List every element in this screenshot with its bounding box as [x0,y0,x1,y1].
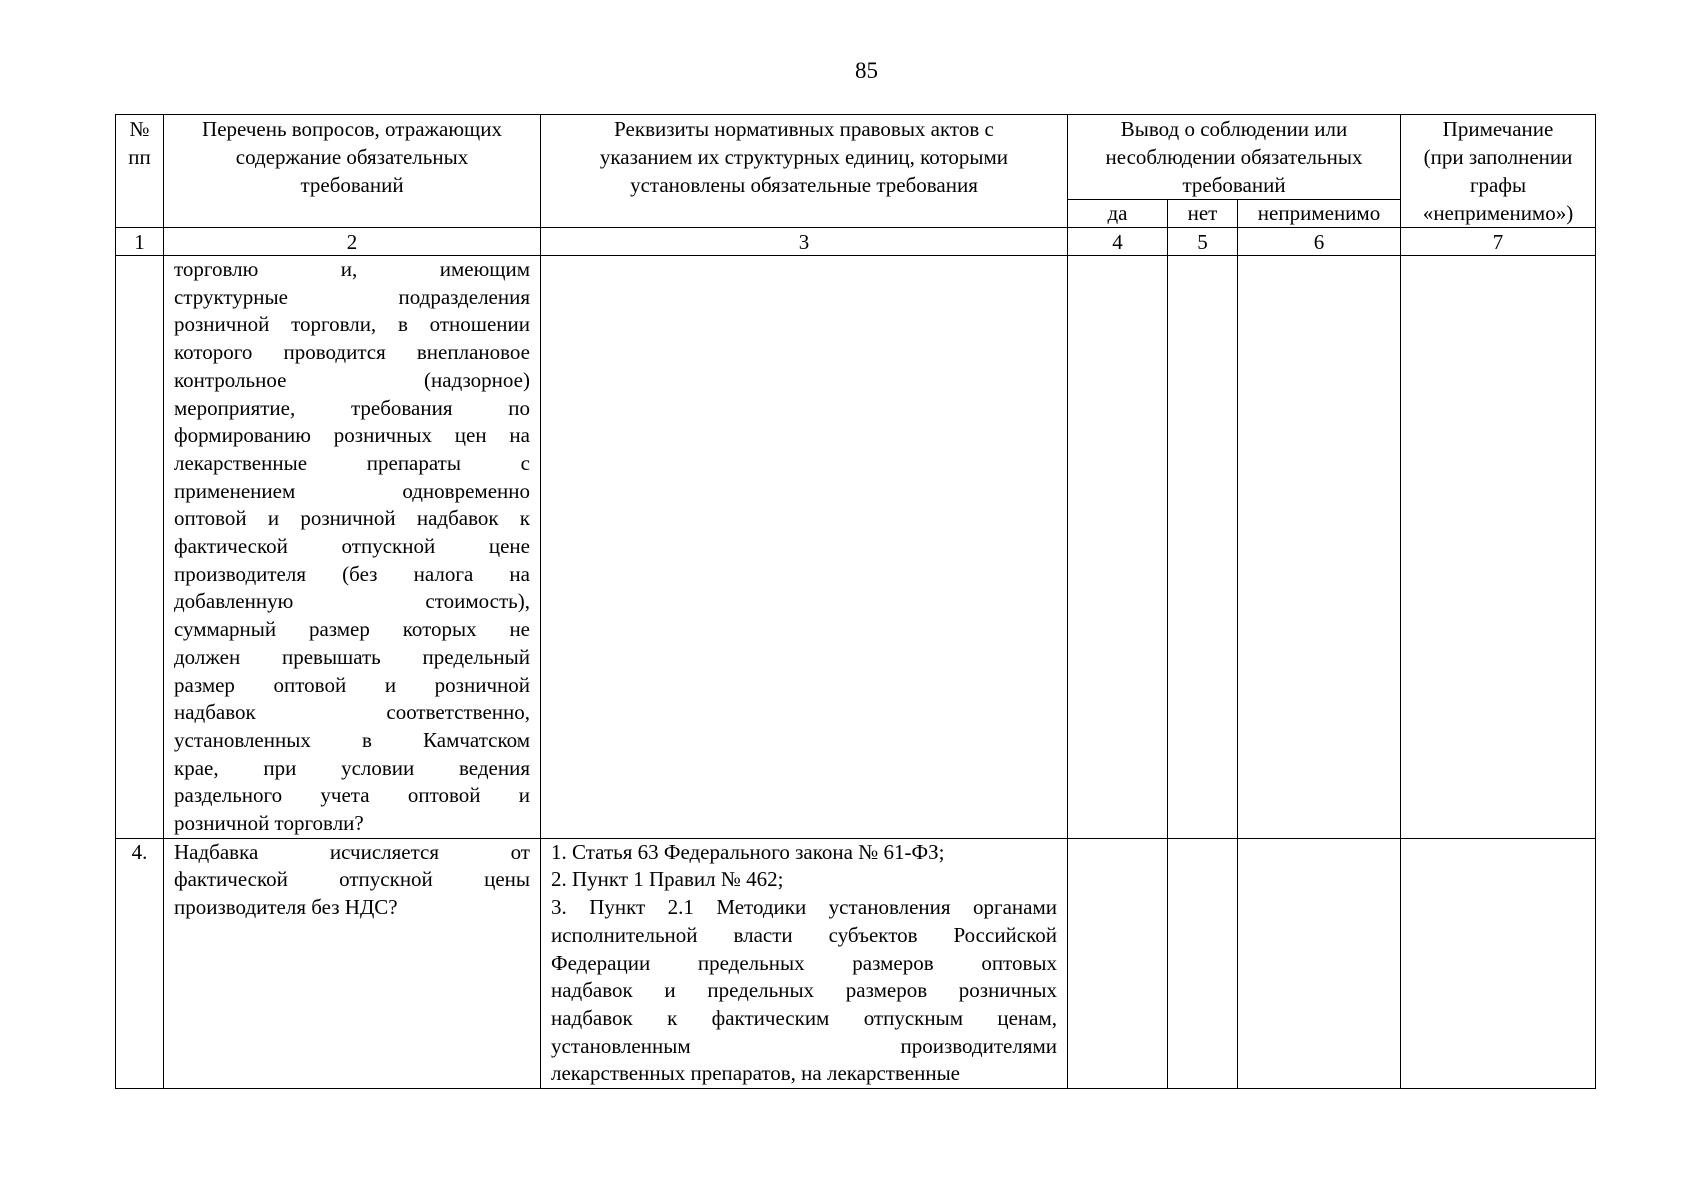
note-cell[interactable] [1401,256,1596,839]
question-line: которого проводится внеплановое [174,340,530,365]
row-number-cell [116,256,164,839]
checklist-table [115,114,1596,1089]
answer-yes-cell[interactable] [1068,256,1168,839]
requisite-line: 1. Статья 63 Федерального закона № 61-ФЗ; [551,839,945,864]
question-line: торговлю и, имеющим [174,257,530,281]
requisite-line: надбавок к фактическим отпускным ценам, [551,1005,1057,1030]
question-line: применением одновременно [174,478,530,503]
requisite-line: лекарственных препаратов, на лекарственные [551,1061,960,1086]
answer-yes-cell[interactable] [1068,838,1168,1088]
page-number [0,58,1697,84]
table-row [116,256,1596,839]
row-number-cell: 4. [116,838,164,1088]
question-line: оптовой и розничной надбавок к [174,506,530,531]
column-number: 1 [116,228,164,256]
header-number: № пп [116,115,164,228]
question-line: фактической отпускной цены [174,867,530,892]
header-no: нет [1168,200,1238,228]
question-line: надбавок соответственно, [174,700,530,725]
note-cell[interactable] [1401,838,1596,1088]
page-number-text: 85 [855,58,878,83]
table-row [116,838,1596,1088]
column-number: 5 [1168,228,1238,256]
question-line: раздельного учета оптовой и [174,783,530,808]
column-number: 6 [1238,228,1401,256]
question-line: формированию розничных цен на [174,423,530,448]
column-number-row [116,228,1596,256]
requisites-cell [541,838,1068,1088]
header-questions: Перечень вопросов, отражающих содержание обязательных требований [164,115,541,228]
answer-not-applicable-cell[interactable] [1238,256,1401,839]
answer-no-cell[interactable] [1168,838,1238,1088]
requisite-line: надбавок и предельных размеров розничных [551,978,1057,1003]
question-line: установленных в Камчатском [174,727,530,752]
header-note: Примечание (при заполнении графы «неприменимо») [1401,115,1596,228]
answer-not-applicable-cell[interactable] [1238,838,1401,1088]
question-line: должен превышать предельный [174,644,530,669]
question-line: розничной торговли, в отношении [174,312,530,337]
question-cell [164,838,541,1088]
requisites-cell [541,256,1068,839]
question-line: Надбавка исчисляется от [174,839,530,864]
question-line: крае, при условии ведения [174,755,530,780]
question-line: фактической отпускной цене [174,534,530,559]
question-cell [164,256,541,839]
question-line: размер оптовой и розничной [174,672,530,697]
requisite-line: исполнительной власти субъектов Российской [551,922,1057,947]
column-number: 4 [1068,228,1168,256]
requisite-line: 2. Пункт 1 Правил № 462; [551,867,784,892]
question-line: розничной торговли? [174,811,364,836]
column-number: 3 [541,228,1068,256]
answer-no-cell[interactable] [1168,256,1238,839]
requisite-line: 3. Пункт 2.1 Методики установления органами [551,895,1057,920]
column-number: 7 [1401,228,1596,256]
question-line: производителя (без налога на [174,561,530,586]
question-line: лекарственные препараты с [174,450,530,475]
column-number: 2 [164,228,541,256]
header-not-applicable: неприменимо [1238,200,1401,228]
header-requisites: Реквизиты нормативных правовых актов с указанием их структурных единиц, которыми установлены обязательные требования [541,115,1068,228]
question-line: контрольное (надзорное) [174,367,530,392]
question-line: суммарный размер которых не [174,617,530,642]
question-line: производителя без НДС? [174,895,398,920]
question-line: добавленную стоимость), [174,589,530,614]
header-yes: да [1068,200,1168,228]
requisite-line: Федерации предельных размеров оптовых [551,950,1057,975]
question-line: структурные подразделения [174,284,530,309]
requisite-line: установленным производителями [551,1033,1057,1058]
header-conclusion-group: Вывод о соблюдении или несоблюдении обязательных требований [1068,115,1401,200]
question-line: мероприятие, требования по [174,395,530,420]
